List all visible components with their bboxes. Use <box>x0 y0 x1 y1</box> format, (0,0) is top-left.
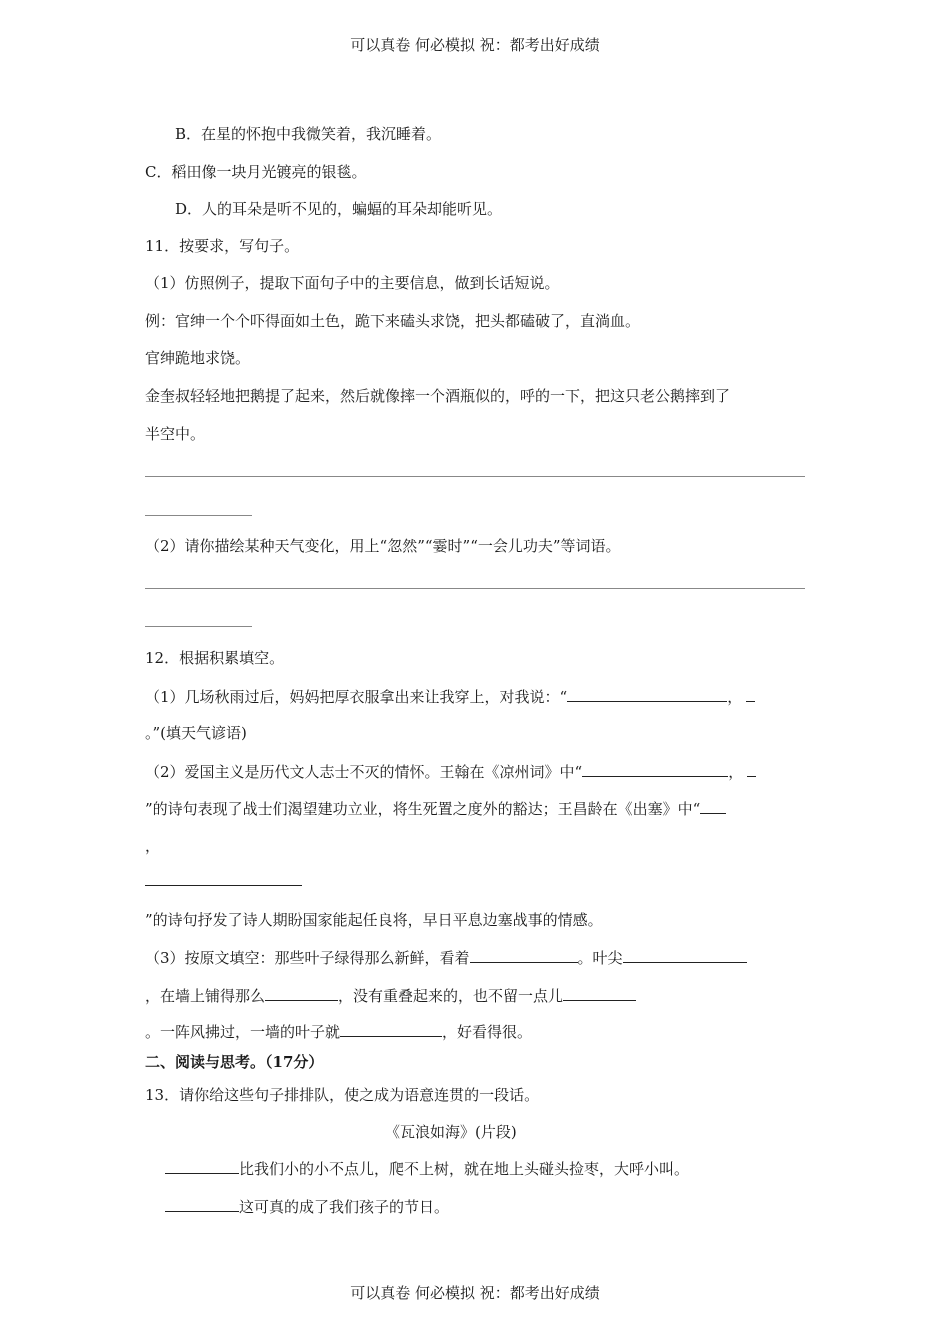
answer-line[interactable] <box>145 515 252 516</box>
q12-part1-line2: 。”(填天气谚语) <box>145 724 247 742</box>
q11-part2: （2）请你描绘某种天气变化，用上“忽然”“霎时”“一会儿功夫”等词语。 <box>145 537 621 555</box>
q10-option-d: D．人的耳朵是听不见的，蝙蝠的耳朵却能听见。 <box>175 200 503 218</box>
q12-part3-line1: （3）按原文填空：那些叶子绿得那么新鲜，看着 。叶尖 <box>145 947 747 968</box>
q12-part3-line2: ，在墙上铺得那么 ，没有重叠起来的，也不留一点儿 <box>145 985 636 1006</box>
q10-option-b: B．在星的怀抱中我微笑着，我沉睡着。 <box>175 125 442 143</box>
q12-part2-comma: ， <box>145 837 161 855</box>
passage-sentence: 这可真的成了我们孩子的节日。 <box>165 1196 449 1217</box>
fill-blank[interactable] <box>623 947 747 963</box>
fill-blank[interactable] <box>700 798 726 814</box>
q11-example: 例：官绅一个个吓得面如土色，跪下来磕头求饶，把头都磕破了，直淌血。 <box>145 312 641 330</box>
fill-blank[interactable] <box>145 885 302 886</box>
q12-part2-text: （2）爱国主义是历代文人志士不灭的情怀。王翰在《凉州词》中“ <box>145 763 583 781</box>
order-blank[interactable] <box>165 1196 239 1212</box>
q11-part1: （1）仿照例子，提取下面句子中的主要信息，做到长话短说。 <box>145 274 560 292</box>
fill-blank[interactable] <box>340 1021 442 1037</box>
q12-part2-line2: ”的诗句表现了战士们渴望建功立业，将生死置之度外的豁达；王昌龄在《出塞》中“ <box>145 798 726 819</box>
fill-blank[interactable] <box>470 947 578 963</box>
q12-part3-line3: 。一阵风拂过，一墙的叶子就 ，好看得很。 <box>145 1023 533 1041</box>
page-footer: 可以真卷 何必模拟 祝：都考出好成绩 <box>350 1284 600 1302</box>
q12-part1-line1: （1）几场秋雨过后，妈妈把厚衣服拿出来让我穿上，对我说：“ ， <box>145 686 755 707</box>
page-header: 可以真卷 何必模拟 祝：都考出好成绩 <box>350 36 600 54</box>
fill-blank[interactable] <box>563 985 636 1001</box>
fill-blank[interactable] <box>747 761 756 777</box>
answer-line[interactable] <box>145 476 805 477</box>
passage-sentence: 比我们小的小不点儿，爬不上树，就在地上头碰头捡枣，大呼小叫。 <box>165 1158 689 1179</box>
answer-line[interactable] <box>145 588 805 589</box>
answer-line[interactable] <box>145 626 252 627</box>
q11-sentence-line1: 金奎叔轻轻地把鹅提了起来，然后就像摔一个酒瓶似的，呼的一下，把这只老公鹅摔到了 <box>145 387 731 405</box>
q12-part2-line1: （2）爱国主义是历代文人志士不灭的情怀。王翰在《凉州词》中“ ， <box>145 761 756 782</box>
q11-title: 11．按要求，写句子。 <box>145 237 300 255</box>
q13-title: 13．请你给这些句子排排队，使之成为语意连贯的一段话。 <box>145 1086 540 1104</box>
passage-title: 《瓦浪如海》(片段) <box>385 1123 517 1141</box>
fill-blank[interactable] <box>265 985 338 1001</box>
fill-blank[interactable] <box>567 686 727 702</box>
q12-title: 12．根据积累填空。 <box>145 649 285 667</box>
q12-part2-line3: ”的诗句抒发了诗人期盼国家能起任良将，早日平息边塞战事的情感。 <box>145 911 603 929</box>
fill-blank[interactable] <box>746 686 755 702</box>
q11-sentence-line2: 半空中。 <box>145 425 206 443</box>
fill-blank[interactable] <box>582 761 728 777</box>
order-blank[interactable] <box>165 1158 239 1174</box>
section-2-title: 二、阅读与思考。（17分） <box>145 1053 324 1071</box>
q11-example-answer: 官绅跪地求饶。 <box>145 349 251 367</box>
q12-part1-text: （1）几场秋雨过后，妈妈把厚衣服拿出来让我穿上，对我说：“ <box>145 688 568 706</box>
q12-part3-text: （3）按原文填空：那些叶子绿得那么新鲜，看着 <box>145 949 470 967</box>
q10-option-c: C．稻田像一块月光镀亮的银毯。 <box>145 163 367 181</box>
